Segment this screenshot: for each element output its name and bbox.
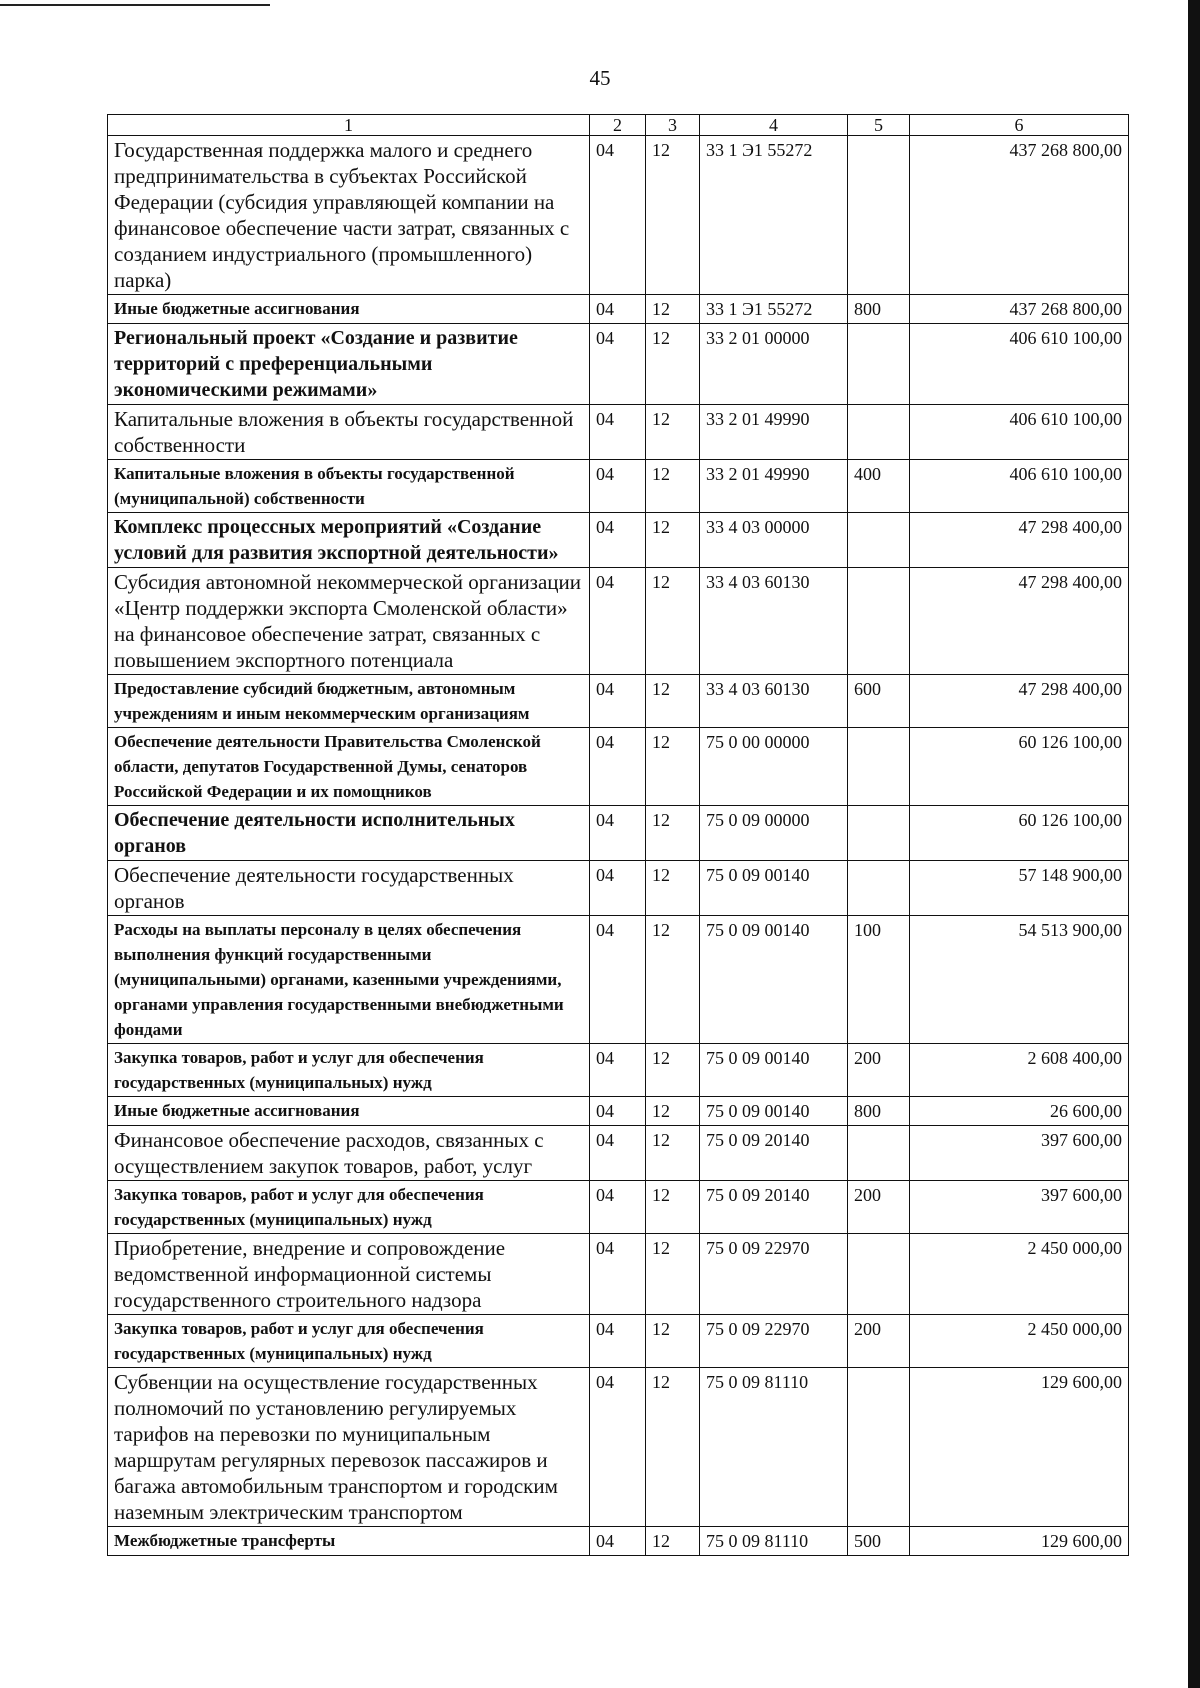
row-section: 04 (590, 806, 646, 861)
row-expense-type: 500 (848, 1527, 910, 1556)
scan-artifact-line (0, 4, 270, 6)
table-row (108, 1181, 1129, 1234)
row-target-code: 33 4 03 00000 (700, 513, 848, 568)
row-expense-type: 200 (848, 1044, 910, 1097)
row-subsection: 12 (646, 1181, 700, 1234)
row-expense-type (848, 324, 910, 405)
row-target-code: 33 4 03 60130 (700, 675, 848, 728)
row-target-code: 33 4 03 60130 (700, 568, 848, 675)
col-header-3: 3 (646, 115, 700, 136)
col-header-5: 5 (848, 115, 910, 136)
row-name: Обеспечение деятельности Правительства Смоленской области, депутатов Государственной Думы, сенаторов Российской Федерации и их помощников (108, 728, 590, 806)
scan-edge-shadow (1188, 0, 1200, 1688)
row-section: 04 (590, 513, 646, 568)
row-section: 04 (590, 405, 646, 460)
row-amount: 406 610 100,00 (910, 405, 1129, 460)
row-amount: 26 600,00 (910, 1097, 1129, 1126)
row-amount: 406 610 100,00 (910, 460, 1129, 513)
row-amount: 2 450 000,00 (910, 1315, 1129, 1368)
row-target-code: 33 2 01 49990 (700, 405, 848, 460)
row-section: 04 (590, 1126, 646, 1181)
row-expense-type: 800 (848, 295, 910, 324)
row-amount: 54 513 900,00 (910, 916, 1129, 1044)
row-name: Предоставление субсидий бюджетным, автономным учреждениям и иным некоммерческим организациям (108, 675, 590, 728)
row-name: Комплекс процессных мероприятий «Создание условий для развития экспортной деятельности» (108, 513, 590, 568)
row-target-code: 75 0 00 00000 (700, 728, 848, 806)
row-amount: 47 298 400,00 (910, 675, 1129, 728)
table-body (108, 136, 1129, 1556)
row-expense-type (848, 1368, 910, 1527)
row-name: Закупка товаров, работ и услуг для обеспечения государственных (муниципальных) нужд (108, 1315, 590, 1368)
table-row (108, 295, 1129, 324)
row-section: 04 (590, 295, 646, 324)
row-target-code: 33 1 Э1 55272 (700, 295, 848, 324)
row-subsection: 12 (646, 806, 700, 861)
row-expense-type (848, 513, 910, 568)
row-name: Иные бюджетные ассигнования (108, 1097, 590, 1126)
row-expense-type (848, 806, 910, 861)
table-row (108, 568, 1129, 675)
row-name: Государственная поддержка малого и среднего предпринимательства в субъектах Российской Федерации (субсидия управляющей компании на финансовое обеспечение части затрат, связанных с созданием индустриального (промышленного) парка) (108, 136, 590, 295)
row-expense-type: 200 (848, 1181, 910, 1234)
row-subsection: 12 (646, 324, 700, 405)
row-subsection: 12 (646, 136, 700, 295)
row-section: 04 (590, 861, 646, 916)
row-amount: 437 268 800,00 (910, 295, 1129, 324)
row-expense-type: 400 (848, 460, 910, 513)
col-header-6: 6 (910, 115, 1129, 136)
row-expense-type: 800 (848, 1097, 910, 1126)
row-amount: 397 600,00 (910, 1181, 1129, 1234)
table-row (108, 806, 1129, 861)
row-expense-type (848, 728, 910, 806)
row-target-code: 75 0 09 00000 (700, 806, 848, 861)
row-expense-type (848, 405, 910, 460)
row-section: 04 (590, 324, 646, 405)
col-header-1: 1 (108, 115, 590, 136)
row-subsection: 12 (646, 728, 700, 806)
row-subsection: 12 (646, 1368, 700, 1527)
row-subsection: 12 (646, 861, 700, 916)
row-name: Приобретение, внедрение и сопровождение ведомственной информационной системы государственного строительного надзора (108, 1234, 590, 1315)
row-section: 04 (590, 1368, 646, 1527)
row-target-code: 75 0 09 20140 (700, 1126, 848, 1181)
row-name: Иные бюджетные ассигнования (108, 295, 590, 324)
table-row (108, 324, 1129, 405)
table-row (108, 1368, 1129, 1527)
row-subsection: 12 (646, 568, 700, 675)
row-expense-type: 600 (848, 675, 910, 728)
row-section: 04 (590, 568, 646, 675)
row-name: Капитальные вложения в объекты государственной собственности (108, 405, 590, 460)
table-row (108, 1126, 1129, 1181)
row-amount: 437 268 800,00 (910, 136, 1129, 295)
row-subsection: 12 (646, 513, 700, 568)
row-subsection: 12 (646, 1315, 700, 1368)
row-subsection: 12 (646, 1097, 700, 1126)
table-row (108, 1097, 1129, 1126)
row-name: Закупка товаров, работ и услуг для обеспечения государственных (муниципальных) нужд (108, 1044, 590, 1097)
table-row (108, 916, 1129, 1044)
row-expense-type (848, 1126, 910, 1181)
row-amount: 129 600,00 (910, 1527, 1129, 1556)
row-expense-type (848, 136, 910, 295)
row-target-code: 75 0 09 00140 (700, 1097, 848, 1126)
row-section: 04 (590, 1315, 646, 1368)
row-target-code: 75 0 09 81110 (700, 1368, 848, 1527)
col-header-2: 2 (590, 115, 646, 136)
table-header-row (108, 115, 1129, 136)
row-expense-type (848, 1234, 910, 1315)
row-section: 04 (590, 460, 646, 513)
row-section: 04 (590, 136, 646, 295)
row-subsection: 12 (646, 1527, 700, 1556)
row-name: Капитальные вложения в объекты государственной (муниципальной) собственности (108, 460, 590, 513)
row-expense-type: 100 (848, 916, 910, 1044)
table-row (108, 460, 1129, 513)
row-amount: 57 148 900,00 (910, 861, 1129, 916)
budget-table (107, 114, 1129, 1556)
row-section: 04 (590, 1234, 646, 1315)
row-target-code: 75 0 09 00140 (700, 916, 848, 1044)
row-subsection: 12 (646, 295, 700, 324)
row-target-code: 75 0 09 22970 (700, 1234, 848, 1315)
row-amount: 2 608 400,00 (910, 1044, 1129, 1097)
row-expense-type (848, 568, 910, 675)
row-subsection: 12 (646, 1044, 700, 1097)
row-name: Обеспечение деятельности исполнительных органов (108, 806, 590, 861)
row-target-code: 75 0 09 81110 (700, 1527, 848, 1556)
row-amount: 129 600,00 (910, 1368, 1129, 1527)
page-number: 45 (589, 66, 611, 90)
table-row (108, 861, 1129, 916)
row-section: 04 (590, 916, 646, 1044)
row-section: 04 (590, 1181, 646, 1234)
row-amount: 397 600,00 (910, 1126, 1129, 1181)
table-row (108, 1315, 1129, 1368)
row-amount: 47 298 400,00 (910, 568, 1129, 675)
row-target-code: 33 1 Э1 55272 (700, 136, 848, 295)
row-amount: 406 610 100,00 (910, 324, 1129, 405)
table-row (108, 1234, 1129, 1315)
row-target-code: 75 0 09 20140 (700, 1181, 848, 1234)
row-target-code: 75 0 09 22970 (700, 1315, 848, 1368)
table-row (108, 728, 1129, 806)
row-amount: 2 450 000,00 (910, 1234, 1129, 1315)
row-section: 04 (590, 1097, 646, 1126)
table-row (108, 405, 1129, 460)
row-amount: 60 126 100,00 (910, 806, 1129, 861)
row-section: 04 (590, 1527, 646, 1556)
row-section: 04 (590, 675, 646, 728)
row-subsection: 12 (646, 460, 700, 513)
row-name: Расходы на выплаты персоналу в целях обеспечения выполнения функций государственными (муниципальными) органами, казенными учреждениями, органами управления государственными внебюджетными фондами (108, 916, 590, 1044)
row-section: 04 (590, 728, 646, 806)
row-subsection: 12 (646, 1126, 700, 1181)
row-name: Обеспечение деятельности государственных органов (108, 861, 590, 916)
table-row (108, 136, 1129, 295)
row-target-code: 75 0 09 00140 (700, 1044, 848, 1097)
row-amount: 60 126 100,00 (910, 728, 1129, 806)
row-target-code: 75 0 09 00140 (700, 861, 848, 916)
table-row (108, 675, 1129, 728)
row-subsection: 12 (646, 1234, 700, 1315)
row-name: Региональный проект «Создание и развитие территорий с преференциальными экономическими режимами» (108, 324, 590, 405)
row-subsection: 12 (646, 405, 700, 460)
row-subsection: 12 (646, 675, 700, 728)
row-name: Субсидия автономной некоммерческой организации «Центр поддержки экспорта Смоленской области» на финансовое обеспечение затрат, связанных с повышением экспортного потенциала (108, 568, 590, 675)
row-expense-type: 200 (848, 1315, 910, 1368)
col-header-4: 4 (700, 115, 848, 136)
row-name: Закупка товаров, работ и услуг для обеспечения государственных (муниципальных) нужд (108, 1181, 590, 1234)
row-name: Межбюджетные трансферты (108, 1527, 590, 1556)
table-row (108, 1527, 1129, 1556)
row-subsection: 12 (646, 916, 700, 1044)
row-expense-type (848, 861, 910, 916)
table-row (108, 1044, 1129, 1097)
row-target-code: 33 2 01 49990 (700, 460, 848, 513)
row-section: 04 (590, 1044, 646, 1097)
row-name: Финансовое обеспечение расходов, связанных с осуществлением закупок товаров, работ, услуг (108, 1126, 590, 1181)
table-row (108, 513, 1129, 568)
row-amount: 47 298 400,00 (910, 513, 1129, 568)
row-target-code: 33 2 01 00000 (700, 324, 848, 405)
row-name: Субвенции на осуществление государственных полномочий по установлению регулируемых тарифов на перевозки по муниципальным маршрутам регулярных перевозок пассажиров и багажа автомобильным транспортом и городским наземным электрическим транспортом (108, 1368, 590, 1527)
